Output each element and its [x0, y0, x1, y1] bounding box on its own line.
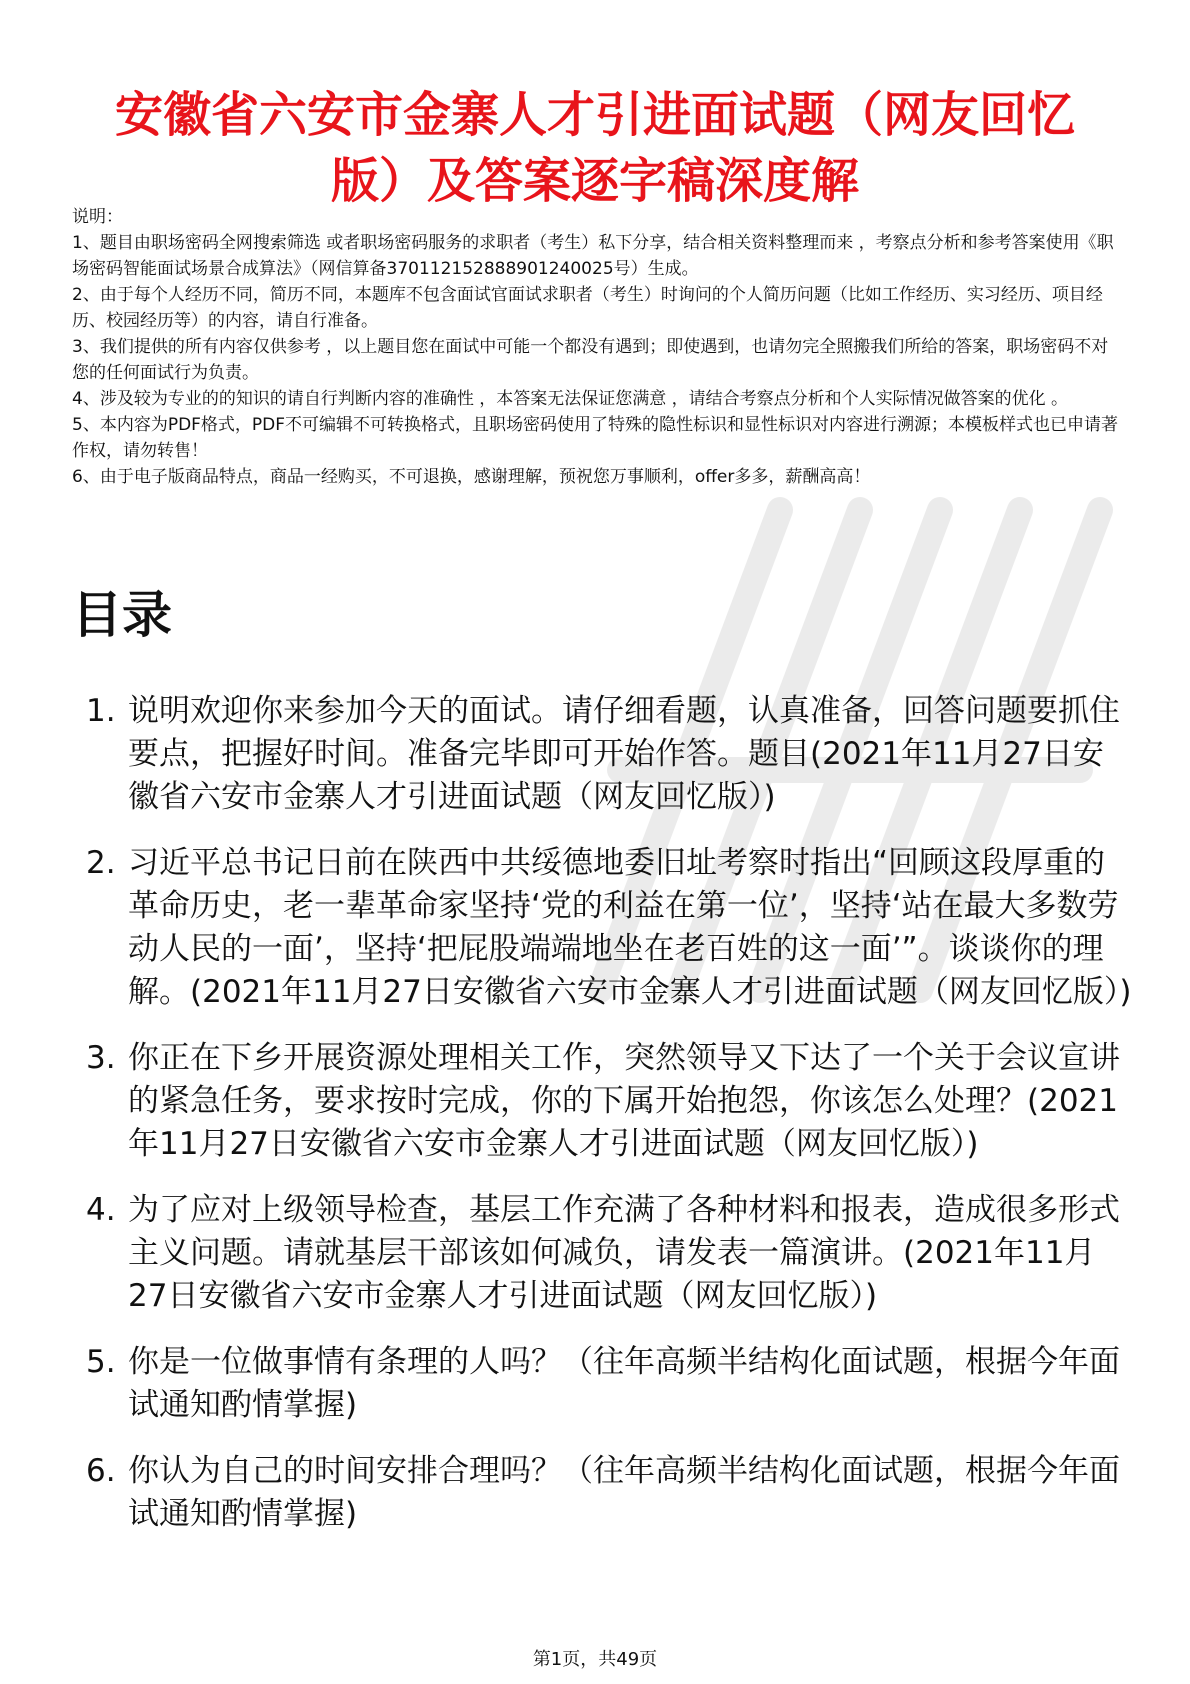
document-title-line1: 安徽省六安市金寨人才引进面试题（网友回忆	[114, 87, 1075, 144]
toc-item-text: 习近平总书记日前在陕西中共绥德地委旧址考察时指出“回顾这段厚重的革命历史，老一辈革命家坚持‘党的利益在第一位’，坚持‘站在最大多数劳动人民的一面’，坚持‘把屁股端端地坐在老百姓的这一面’”。谈谈你的理解。(2021年11月27日安徽省六安市金寨人才引进面试题（网友回忆版）)	[128, 845, 1132, 1010]
toc-item[interactable]	[72, 1341, 1132, 1427]
toc-item-number: 4.	[86, 1192, 116, 1228]
toc-item[interactable]	[72, 1037, 1132, 1166]
toc-list	[72, 690, 1132, 1559]
document-title	[60, 82, 1130, 214]
notes-heading: 说明：	[72, 207, 123, 227]
toc-heading: 目录	[72, 586, 172, 644]
note-item: 5、本内容为PDF格式，PDF不可编辑不可转换格式，且职场密码使用了特殊的隐性标识和显性标识对内容进行溯源；本模板样式也已申请著作权，请勿转售！	[72, 415, 1119, 461]
note-item: 3、我们提供的所有内容仅供参考 ，以上题目您在面试中可能一个都没有遇到；即使遇到，也请勿完全照搬我们所给的答案，职场密码不对您的任何面试行为负责。	[72, 337, 1109, 383]
note-item: 6、由于电子版商品特点，商品一经购买，不可退换，感谢理解，预祝您万事顺利，offer多多，薪酬高高！	[72, 467, 871, 487]
toc-item[interactable]	[72, 690, 1132, 819]
toc-item[interactable]	[72, 842, 1132, 1014]
toc-item[interactable]	[72, 1189, 1132, 1318]
toc-item-number: 2.	[86, 845, 116, 881]
note-item: 4、涉及较为专业的的知识的请自行判断内容的准确性 ，本答案无法保证您满意 ，请结合考察点分析和个人实际情况做答案的优化 。	[72, 389, 1069, 409]
toc-item-text: 你认为自己的时间安排合理吗？（往年高频半结构化面试题，根据今年面试通知酌情掌握)	[128, 1453, 1120, 1532]
toc-item-text: 为了应对上级领导检查，基层工作充满了各种材料和报表，造成很多形式主义问题。请就基层干部该如何减负，请发表一篇演讲。(2021年11月27日安徽省六安市金寨人才引进面试题（网友回忆版）)	[128, 1192, 1120, 1314]
note-item: 2、由于每个人经历不同，简历不同，本题库不包含面试官面试求职者（考生）时询问的个人简历问题（比如工作经历、实习经历、项目经历、校园经历等）的内容，请自行准备。	[72, 285, 1103, 331]
toc-item-text: 你正在下乡开展资源处理相关工作，突然领导又下达了一个关于会议宣讲的紧急任务，要求按时完成，你的下属开始抱怨，你该怎么处理？(2021年11月27日安徽省六安市金寨人才引进面试题（网友回忆版）)	[128, 1040, 1120, 1162]
page-number-footer: 第1页，共49页	[532, 1649, 658, 1670]
note-item: 1、题目由职场密码全网搜索筛选 或者职场密码服务的求职者（考生）私下分享，结合相关资料整理而来 ，考察点分析和参考答案使用《职场密码智能面试场景合成算法》（网信算备370112152888901240025号）生成。	[72, 233, 1114, 279]
toc-item-number: 1.	[86, 693, 116, 729]
toc-item[interactable]	[72, 1450, 1132, 1536]
toc-item-number: 6.	[86, 1453, 116, 1489]
toc-item-text: 你是一位做事情有条理的人吗？（往年高频半结构化面试题，根据今年面试通知酌情掌握)	[128, 1344, 1120, 1423]
toc-item-number: 3.	[86, 1040, 116, 1076]
toc-item-number: 5.	[86, 1344, 116, 1380]
notes-section	[72, 204, 1122, 490]
toc-item-text: 说明欢迎你来参加今天的面试。请仔细看题，认真准备，回答问题要抓住要点，把握好时间。准备完毕即可开始作答。题目(2021年11月27日安徽省六安市金寨人才引进面试题（网友回忆版）)	[128, 693, 1120, 815]
document-title-line2: 版）及答案逐字稿深度解	[330, 153, 859, 210]
